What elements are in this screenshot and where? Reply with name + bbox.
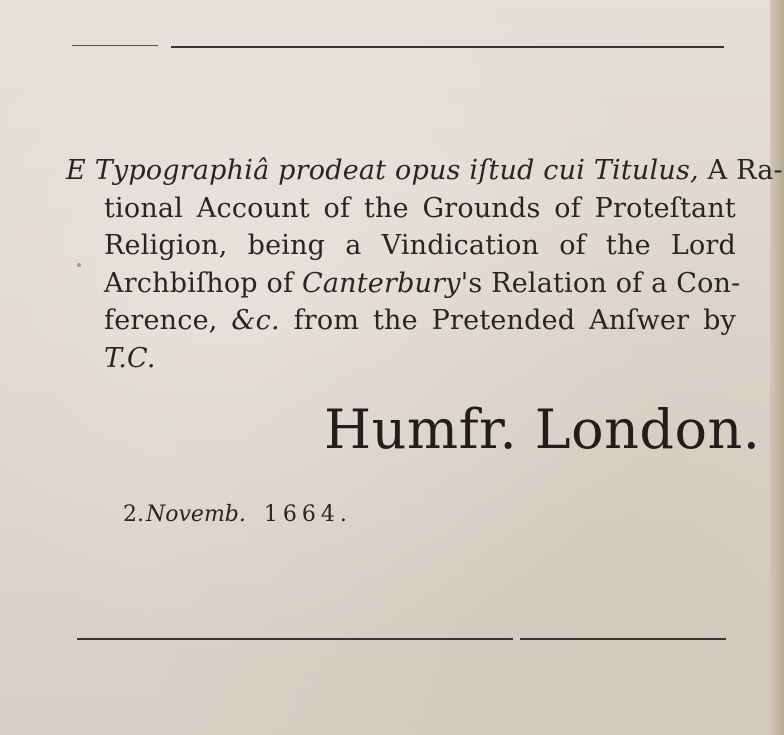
imprimatur-line-4 [104, 265, 741, 303]
date-year: 1664. [263, 502, 352, 527]
imprimatur-latin: E Typographiâ prodeat opus iſtud cui Titulus, [66, 155, 699, 186]
imprimatur-line-5 [104, 302, 736, 340]
date-day: 2. [123, 502, 144, 527]
imprimatur-line-4-start: Archbiſhop of [104, 268, 302, 299]
top-rule-short [72, 45, 158, 46]
imprimatur-line-5-start: ference, [104, 305, 232, 336]
page-edge [770, 0, 784, 735]
ink-speck [77, 263, 81, 267]
license-date [123, 502, 352, 527]
top-rule-long [171, 46, 724, 48]
licenser-signature: Humfr. London. [324, 398, 761, 461]
imprimatur-etc: &c. [231, 305, 280, 336]
imprimatur-title-start: A Ra- [707, 155, 783, 186]
bottom-rule-left [77, 638, 513, 640]
bottom-rule-right [520, 638, 726, 640]
imprimatur-line-4-end: 's Relation of a Con- [460, 268, 741, 299]
imprimatur-line-6: T.C. [104, 343, 156, 374]
imprimatur-line-1 [66, 152, 783, 190]
imprimatur-line-5-end: from the Pretended Anſwer by [279, 305, 737, 336]
imprimatur-line-3: Religion, being a Vindication of the Lord [104, 230, 736, 261]
imprimatur-line-2: tional Account of the Grounds of Proteſtant [104, 193, 736, 224]
imprimatur-place-name: Canterbury [301, 268, 461, 299]
date-month: Novemb. [146, 502, 246, 527]
